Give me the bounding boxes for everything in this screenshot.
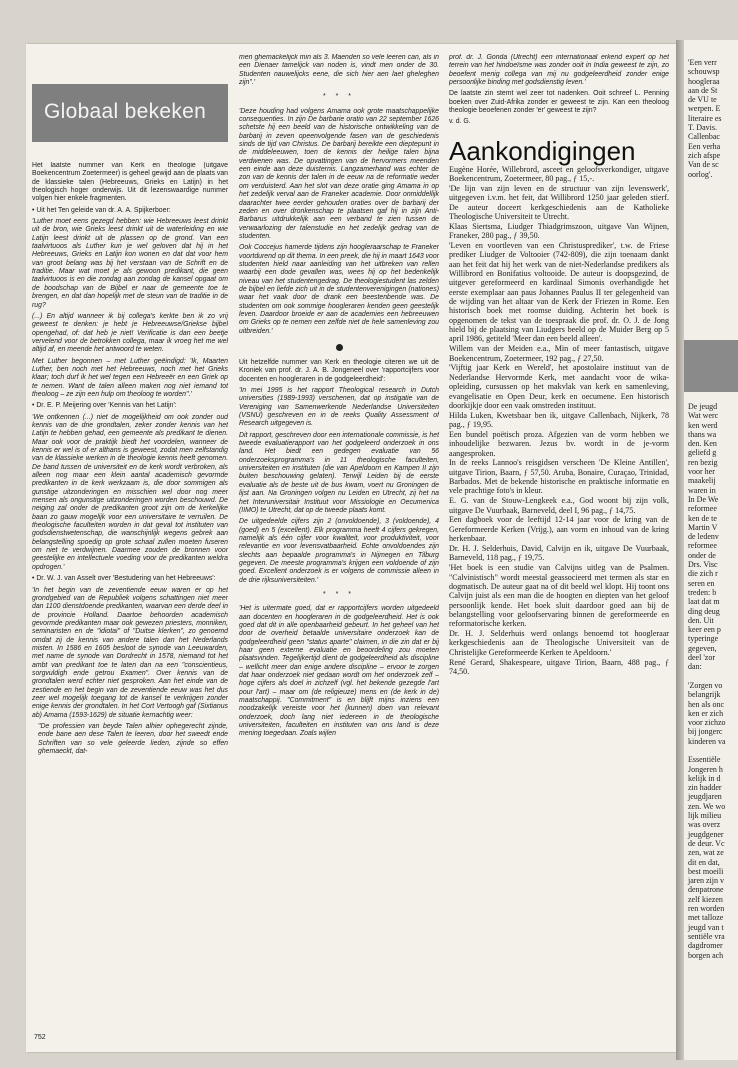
next-page-line: de ledenv bbox=[688, 532, 719, 542]
next-page-line: ding deug bbox=[688, 606, 720, 616]
page-number: 752 bbox=[34, 1034, 46, 1041]
next-page-line: Martin V bbox=[688, 522, 718, 532]
column-1 bbox=[32, 162, 228, 759]
next-page-line: met talloze bbox=[688, 913, 724, 923]
next-page-line: dagdromer bbox=[688, 941, 723, 951]
next-page-line: thans wa bbox=[688, 429, 717, 439]
next-page-line: Een verha bbox=[688, 141, 721, 151]
announcement-item: Dr. H. J. Selderhuis, David, Calvijn en ik, uitgave De Vuurbaak, Barneveld, 118 pag., ƒ 19,75. bbox=[449, 544, 669, 563]
announcement-item: 'Vijftig jaar Kerk en Wereld', het apostolaire instituut van de Nederlandse Hervormde Kerk, met aandacht voor de wika-opleiding, cursussen op het makvlak van kerk en samenleving, evangelisatie en Open Deur, kerk en oecumene. Een historisch doorkijkje door een vaak omstreden instituut. bbox=[449, 363, 669, 410]
next-page-line: die zich r bbox=[688, 569, 718, 579]
next-page-line: best moeili bbox=[688, 866, 724, 876]
next-page-line: Callenbac bbox=[688, 132, 720, 142]
next-page-line: den. Ken bbox=[688, 439, 717, 449]
next-page-line: 'Een verr bbox=[688, 58, 717, 67]
source-spijkerboer bbox=[32, 207, 228, 215]
quote-luther-2: (...) En altijd wanneer ik bij collega's kerkte ben ik zo vrij geweest te denken: je hebt je Hebreeuwse/Griekse bijbel opengehad, of: dat heb je niet! Verificatie is dan een beetje vervelend voor de betrokken collega, maar ik vroeg het me wel altijd af, en meende het antwoord te weten. bbox=[32, 312, 228, 354]
column-3 bbox=[449, 54, 669, 1044]
announcement-item: Een dagboek voor de leeftijd 12-14 jaar voor de kring van de Gereformeerde Kerken (Vrijg.), aan vorm en inhoud van de kring herkenbaar. bbox=[449, 515, 669, 544]
next-page-line: aan de St bbox=[688, 85, 718, 95]
next-page-line: treden: b bbox=[688, 587, 717, 597]
next-page-line: De jeugd bbox=[688, 402, 718, 411]
next-page-line: zin hadder bbox=[688, 783, 722, 793]
next-page-line: dit en dat, bbox=[688, 857, 720, 867]
next-page-line: jeugdjaren bbox=[688, 792, 722, 802]
next-page-line: borgen ach bbox=[688, 950, 724, 960]
announcement-item: Een bundel poëtisch proza. Afgezien van de vorm hebben we inhoudelijke bezwaren. Jezus bv. wordt in de je-vorm aangesproken. bbox=[449, 429, 669, 458]
intro-paragraph: Het laatste nummer van Kerk en theologie (uitgave Boekencentrum Zoetermeer) is geheel gewijd aan de plaats van de klassieke talen (Hebreeuws, Grieks en Latijn) in het theologisch hoger onderwijs. Uit dit lezenswaardige nummer volgen hier enkele fragmenten. bbox=[32, 162, 228, 203]
announcements-heading: Aankondigingen bbox=[449, 135, 636, 166]
quote-coccejus: Ook Coccejus hamerde tijdens zijn hoogleraarschap te Franeker voortdurend op dit thema. In een preek, die hij in maart 1643 voor studenten hield naar aanleiding van het uitbreken van rellen waarbij een dode gevallen was, wees hij op het bedenkelijk niveau van het studentengedrag. De theologiestudent las zelden de bijbel en liefde zich uit in de studentenverenigingen (nationes) waar het vaak door de drank een beestenbende was. De studenten om ook sommige hoogleraren kenden geen geestelijk leven. Daardoor broeide er aan de academies een hebreeuwen om Grieks op te nemen een zelfde niet de hele samenleving zou uitbreiden.' bbox=[239, 244, 439, 335]
next-page-line: 'Zorgen vo bbox=[688, 680, 723, 690]
next-page-line: laat dat m bbox=[688, 597, 720, 607]
next-page-line: typeringe bbox=[688, 634, 719, 644]
next-page-line: kelijk in d bbox=[688, 773, 721, 783]
next-page-line: de VU te bbox=[688, 95, 717, 105]
next-page-line: ren bezig bbox=[688, 457, 718, 467]
next-page-line: de deur. Vc bbox=[688, 838, 725, 848]
source-text: Dr. E. P. Meijering over 'Kennis van het Latijn': bbox=[36, 402, 177, 410]
quote-gonda: prof. dr. J. Gonda (Utrecht) een internationaal erkend expert op het terrein van het hindoeïsme was zonder ooit in India geweest te zijn, zo beoefent menig collega van mij nu godgeleerdheid zonder enige persoonlijke binding met godsdienstig leven.' bbox=[449, 54, 669, 87]
source-meijering bbox=[32, 402, 228, 410]
next-page-banner bbox=[684, 340, 738, 392]
next-page-text-top bbox=[688, 58, 738, 179]
announcement-item: Klaas Siertsma, Liudger Thiadgrimszoon, uitgave Van Wijnen, Franeker, 280 pag., ƒ 39,50. bbox=[449, 221, 669, 241]
section-dot-icon bbox=[336, 344, 343, 351]
next-page-line: ken werd bbox=[688, 420, 718, 430]
left-page bbox=[26, 44, 676, 1052]
announcement-item: In de reeks Lannoo's reisgidsen verscheen 'De Kleine Antillen', uitgave Tirion, Baarn, ƒ 57,50. Aruba, Bonaire, Curaçao, Trinidad, Barbados. Met de bekende historische en praktische informatie en vele prachtige foto's in kleur. bbox=[449, 458, 669, 496]
next-page-line: T. Davis. bbox=[688, 123, 717, 133]
next-page-line: reformee bbox=[688, 504, 717, 514]
next-page-line: dan: bbox=[688, 662, 702, 672]
quote-report-1: 'In mei 1995 is het rapport Theological research in Dutch universities (1989-1993) verschenen, dat op instigatie van de Vereniging van Samenwerkende Nederlandse Universiteiten (VSNU) geschreven en in de reeks Quality Assessment of Research uitgegeven is. bbox=[239, 387, 439, 428]
next-page-line: jeugd van t bbox=[688, 922, 724, 932]
next-page-line: Essentiële bbox=[688, 755, 721, 765]
page-gutter bbox=[676, 40, 684, 1060]
source-text: Uit het Ten geleide van dr. A. A. Spijkerboer: bbox=[36, 206, 171, 214]
announcement-item: 'Leven en voortleven van een Christusprediker', t.w. de Friese prediker Liudger de Voltooier (742-809), die zijn toenaam dankt aan het feit dat hij het werk van de niet-Nederlandse predikers als Willibrord en Bonifatius voltooide. De auteur is doopsgezind, de uitgever gereformeerd en kardinaal Simonis overhandigde het eerste exemplaar aan paus Johannes Paulus II ter gelegenheid van de wijding van het altaar van de Kerk der Friezen in Rome. Een historisch boek met roomse duiding. Achterin het boek is opgenomen de tekst van de toespraak die prof. dr. O. J. de Jong hield bij de plaatsing van Liudgers beeld op de Muider Berg op 5 april 1986, getiteld 'Meer dan een beeld alleen'. bbox=[449, 241, 669, 344]
next-page-line: Van de sc bbox=[688, 160, 719, 170]
column-2 bbox=[239, 54, 439, 1044]
next-page-line: was overz bbox=[688, 820, 721, 830]
separator-stars: * * * bbox=[322, 590, 356, 598]
next-page-line: literaire es bbox=[688, 113, 722, 123]
announcement-item: Dr. H. J. Selderhuis werd onlangs benoemd tot hoogleraar kerkgeschiedenis aan de Theologische Universiteit van de Christelijke Gereformeerde Kerken te Apeldoorn.' bbox=[449, 629, 669, 657]
quote-luther-3: Met Luther begonnen – met Luther geëindigd: 'Ik, Maarten Luther, ben noch met het Hebreeuws, noch met het Grieks klaar; toch durf ik het wel tegen een Hebreeër en een Griek op te nemen. Want de talen alleen maken nog niet iemand tot theoloog – ze zijn een hulp om theoloog te worden''.' bbox=[32, 357, 228, 398]
next-page-line: seren en bbox=[688, 578, 715, 588]
announcement-item: 'De lijn van zijn leven en de structuur van zijn levenswerk', uitgegeven i.v.m. het feit, dat Willibrord 1250 jaar geleden stierf. De auteur doceert kerkgeschiedenis aan de Katholieke Theologische Universiteit te Utrecht. bbox=[449, 183, 669, 221]
next-page-line: schouwsp bbox=[688, 67, 720, 77]
next-page-line: keer een p bbox=[688, 625, 721, 635]
next-page-line: werpen. E bbox=[688, 104, 721, 114]
next-page-line: ken er zich bbox=[688, 708, 724, 718]
announcement-item: Eugène Horée, Willebrord, asceet en geloofsverkondiger, uitgave Boekencentrum, Zoetermeer, 80 pag., ƒ 15,-. bbox=[449, 164, 669, 184]
next-page-line: bij jongerc bbox=[688, 727, 723, 737]
quote-report-2: Dit rapport, geschreven door een internationale commissie, is het tweede evaluatierapport van het godgeleerd onderzoek in ons land. Het biedt een gedegen evaluatie van 56 onderzoeksprogramma's in 11 theologische faculteiten, universiteiten en instituten (die van Apeldoorn en Kampen II zijn buiten beschouwing gelaten). Terwijl Leiden bij de eerste evaluatie als de beste uit de bus kwam, voert nu Groningen de lijst aan. Na Groningen volgen nu Leiden en Utrecht, zij het na het Interuniversitair Instituut voor Missiologie en Oecumenica (IIMO) te Utrecht, dat op de tweede plaats komt. bbox=[239, 431, 439, 514]
next-page-line: zen. We wo bbox=[688, 801, 726, 811]
section-title: Globaal bekeken bbox=[44, 100, 207, 123]
next-page-line: voor zichzo bbox=[688, 718, 726, 728]
announcement-item: E. G. van de Stouw-Lengkeek e.a., God woont bij zijn volk, uitgave De Vuurbaak, Barneveld, deel I, 96 pag., ƒ 14,75. bbox=[449, 496, 669, 515]
quote-amama: "De professien van beyde Talen alhier ophegerecht zijnde, ende bane aen dese Talen te leeren, door het sweedt ende Schriften van so vele geleerde lieden, zijnde so effen ghemaeckt, dat- bbox=[38, 723, 228, 756]
next-page-line: hen als onc bbox=[688, 699, 724, 709]
next-page-line: maakelij bbox=[688, 476, 716, 486]
quote-luther-1: 'Luther moet eens gezegd hebben: wie Hebreeuws leest drinkt uit de bron, wie Grieks leest drinkt uit de waterleiding en wie Latijn leest drinkt uit de plassen op de grond. Van een taalvirtuoos als Luther kun je wel geloven dat hij in het Hebreeuws, Grieks en Latijn kon wonen en dat dat voor hem van groot belang was bij het verstaan van de Schrift en de traditie. Maar wat moet je als gewoon predikant, die geen taalvirtuoos is en die zondag aan zondag de kansel opgaat om de boodschap van de Bijbel er naar de gemeente toe te brengen, en dat dan hopelijk met de steun van de traditie in de rug? bbox=[32, 218, 228, 309]
next-page-line: waren in bbox=[688, 485, 716, 495]
next-page-line: zelf kiezen bbox=[688, 894, 723, 904]
next-page-line: jaren zijn v bbox=[688, 876, 724, 886]
next-page-line: sentiële vra bbox=[688, 931, 725, 941]
quote-meijering: 'We ontkennen (...) niet de mogelijkheid om ook zonder oud kennis van de drie grondtalen, zeker zonder kennis van het Latijn te hebben gehad, een gemeente als predikant te dienen. Maar ook voor de praktijk biedt het voordelen, wanneer de kennis er wel is of er althans is geweest, zodat men zelfstandig van de klassieke werken in de theologie kennis heeft genomen. De band tussen de universiteit en de kerk wordt verbroken, als alleen nog maar een klein aantal academisch gevormde predikanten in de kerk werkzaam is, die door sommigen als gunstige uitzonderingen en misschien wel door nog meer mensen als ongunstige uitzonderingen worden beschouwd. De neiging zal onder de predikanten groot zijn om de kerkelijke baan zo gauw mogelijk voor een universitaire te verruilen. De theologische faculteiten worden in dat geval tot instituten van godsdienstwetenschap, die wanschijnlijk wegens gebrek aan belangstelling spoedig op grote schaal zullen moeten fuseren om niet te verdwijnen. Daarmee zouden de bronnen voor geestelijke en intellectuele voeding voor de predikanten weldra opdrogen.' bbox=[32, 413, 228, 571]
next-page-line: jeugdgener bbox=[688, 829, 724, 839]
quote-barbarie: 'Deze houding had volgens Amama ook grote maatschappelijke consequenties. In zijn De barbarie oratio van 22 september 1626 schetste hij een beeld van de historische ontwikkeling van de barbarij in zeven opeenvolgende fasen van de geschiedenis sinds de tijd van Christus. De barbarij bereikte een dieptepunt in de middeleeuwen, toen de kennis der heilige talen bijna verdwenen was. De opvattingen van de hervormers meenden een einde aan deze duisternis. Langzamerhand was echter de zon van de kennis der talen in de eeuw na de reformatie weder om verduisterd. Aan het slot van deze oratie ging Amama in op het zedelijk verval aan de Franeker academie. Door onmiddellijk daarachter twee eerder gehouden oraties over de barbarij der zeden en over dronkenschap te plaatsen gaf hij in zijn Anti-Barbarus uitdrukkelijk aan een verband te zien tussen de verwaarlozing der talenstudie en het zedelijk gedrag van de studenten. bbox=[239, 107, 439, 240]
next-page-line: denpatrone bbox=[688, 885, 724, 895]
quote-amama-cont: men ghemackelijck min als 3. Maenden so vele leeren can, als in een Dienaer tamelijck van noden is, vindt men onder de 30. Studenten nauwelijcks eene, die sich hier aen laet gheleghen zijn".' bbox=[239, 54, 439, 87]
next-page-line: hoogleraa bbox=[688, 76, 720, 86]
announcement-item: 'Het boek is een studie van Calvijns uitleg van de Psalmen. "Calvinistisch" wordt meestal geassocieerd met termen als star en dogmatisch. De auteur gaat na of dit beeld wel klopt. Hij toont ons Calvijn juist als een man die de hoogten en diepten van het geloof persoonlijk kende. Het boek sluit daardoor goed aan bij de belangstelling voor geloofservaring binnen de gereformeerde en reformatorische kerken. bbox=[449, 563, 669, 629]
source-van-asselt bbox=[32, 575, 228, 583]
quote-report-4: 'Het is uitermate goed, dat er rapportcijfers worden uitgedeeld aan docenten en hoogleraren in de godgeleerdheid. Het is ook goed dat dit in alle openbaarheid gebeurt. In het geheel van het door de overheid betaalde universitaire onderzoek kan de godgeleerdheid geen "status aparte" claimen, in die zin dat er bij haar geen externe evaluatie en beoordeling zou moeten plaatsvinden. Tegelijkertijd dient de godgeleerdheid als discipline – wellicht meer dan enige andere discipline – ervoor te zorgen dat haar onderzoek niet gedaan wordt om het onderzoek zelf – hoge cijfers als doel in zichzelf (vgl. het bekende gezegde l'art pour l'art) – maar om (de religieuze) mens en (de kerk in de) maatschappij. "Commitment" is en blijft mijns inziens een noodzakelijk vereiste voor het (kunnen) doen van relevant onderzoek, doch lang niet iedereen in de theologische universiteiten, faculteiten en instituten van ons land is deze mening toegedaan. Zoals wijlen bbox=[239, 605, 439, 738]
intro-jongeneel: Uit hetzelfde nummer van Kerk en theologie citeren we uit de Kroniek van prof. dr. J. A. B. Jongeneel over 'rapportcijfers voor docenten en hoogleraren in de godgeleerdheid': bbox=[239, 359, 439, 383]
quote-report-3: De uitgedeelde cijfers zijn 2 (onvoldoende), 3 (voldoende), 4 (goed) en 5 (excellent). Elk programma heeft 4 cijfers gekregen, namelijk als één cijfer voor kwaliteit, voor produktiviteit, voor relevantie en voor levensvatbaarheid. Echte onvoldoendes zijn slechts aan bepaalde programma's in Nijmegen en Tilburg gegeven. De meeste programma's krijgen een voldoende of zijn goed. Excellent onderzoek is er volgens de commissie alleen in de drie rijksuniversiteiten.' bbox=[239, 518, 439, 584]
next-page-line bbox=[688, 672, 738, 681]
bullet-icon: • bbox=[32, 575, 37, 583]
quote-van-asselt: 'In het begin van de zeventiende eeuw waren er op het grondgebied van de Republiek volgens schattingen niet meer dan 1100 dienstdoende predikanten, waarvan een derde deel in de provincie Holland. Daartoe behoorden academisch gevormde predikanten maar ook gewezen priesters, monniken, seminaristen en de "idiotai" of "Duitse klerken", zo genoemd omdat zij de kennis van andere talen dan het Nederlands misten. In 1586 en 1605 besloot de synode van Leeuwarden, met name de synode van Dordrecht in 1578, niemand tot het ambt van predikant toe te laten dan na een "conscientieus, sorgvuldigh ende getrou Examen". Over kennis van de grondtalen werd echter niet gesproken. Aan het einde van de zestiende en het begin van de zeventiende eeuw was het dus zeer wel mogelijk toegang tot de kansel te verkrijgen zonder enige kennis der grondtalen. In het Cort Vertoogh gaf (Sixtianus ab) Amama (1593-1629) de situatie kernachtig weer: bbox=[32, 586, 228, 719]
source-text: Dr. W. J. van Asselt over 'Bestudering van het Hebreeuws': bbox=[36, 575, 216, 583]
signoff-initials: v. d. G. bbox=[449, 118, 471, 126]
next-page-line: belangrijk bbox=[688, 690, 721, 700]
next-page-line: reformee bbox=[688, 541, 717, 551]
next-page-line: Jongeren h bbox=[688, 764, 723, 774]
next-page-line: voor her bbox=[688, 467, 715, 477]
bullet-icon: • bbox=[32, 206, 37, 214]
next-page-line: In De We bbox=[688, 494, 719, 504]
section-banner bbox=[32, 84, 228, 142]
next-page-line: zen, wat ze bbox=[688, 848, 724, 858]
next-page-line: lijk milieu bbox=[688, 811, 722, 821]
next-page-line: oorlog'. bbox=[688, 169, 713, 179]
announcement-item: René Gerard, Shakespeare, uitgave Tirion, Baarn, 488 pag., ƒ 74,50. bbox=[449, 657, 669, 676]
next-page-line: onder de bbox=[688, 550, 716, 560]
next-page-line: zich afspe bbox=[688, 150, 721, 160]
next-page-line: Drs. Visc bbox=[688, 560, 718, 570]
next-page-line: ren worden bbox=[688, 904, 725, 914]
next-page-line: gegeven, bbox=[688, 643, 717, 653]
next-page-line: geliefd g bbox=[688, 448, 717, 458]
next-page-line bbox=[688, 746, 738, 755]
announcement-item: Willem van der Meiden e.a., Min of meer fantastisch, uitgave Boekencentrum, Zoetermeer, 192 pag., ƒ 27,50. bbox=[449, 344, 669, 363]
right-page-edge bbox=[684, 40, 738, 1060]
next-page-line: den. Uit bbox=[688, 615, 714, 625]
next-page-line: kinderen va bbox=[688, 736, 726, 746]
separator-stars: * * * bbox=[322, 93, 356, 101]
announcement-item: Hilda Luken, Kwetsbaar ben ik, uitgave Callenbach, Nijkerk, 78 pag., ƒ 19,95. bbox=[449, 410, 669, 430]
bullet-icon: • bbox=[32, 402, 37, 410]
comment-paragraph: De laatste zin stemt wel zeer tot nadenken. Ooit schreef L. Penning boeken over Zuid-Afrika zonder er geweest te zijn. Kan een theoloog theologie beoefenen zonder 'er' geweest te zijn? bbox=[449, 90, 669, 115]
next-page-line: Wat werc bbox=[688, 411, 719, 421]
announcements-list bbox=[449, 165, 669, 677]
next-page-text-bottom bbox=[688, 402, 738, 960]
next-page-line: deel 'zor bbox=[688, 653, 715, 663]
next-page-line: ken de te bbox=[688, 513, 717, 523]
